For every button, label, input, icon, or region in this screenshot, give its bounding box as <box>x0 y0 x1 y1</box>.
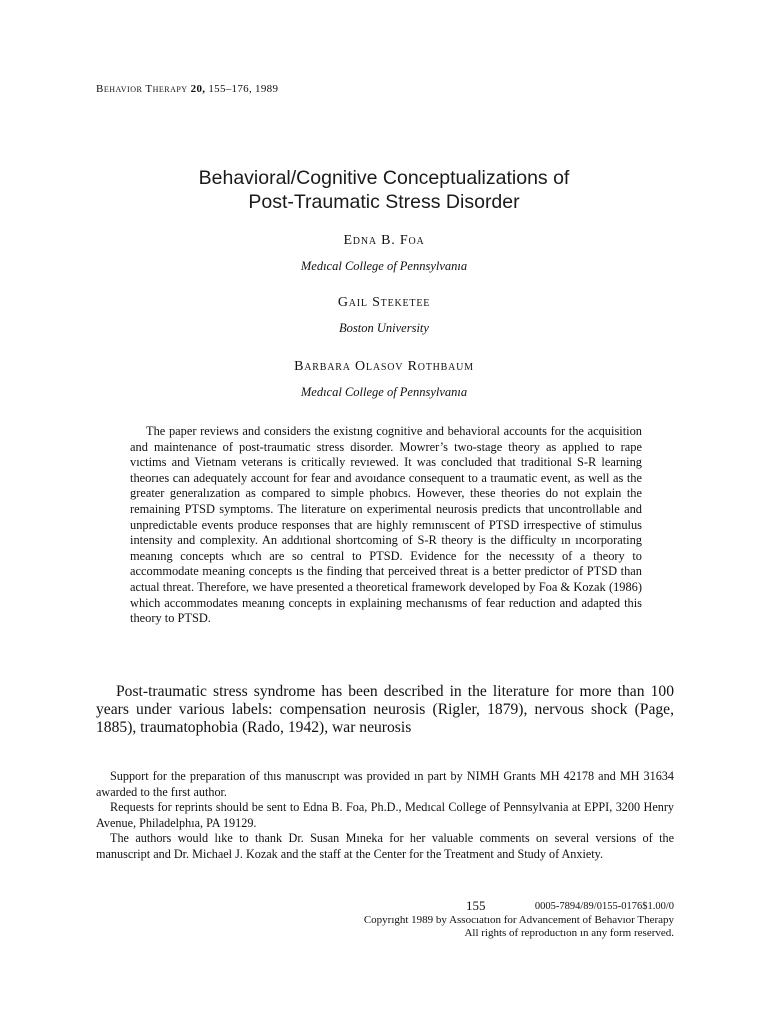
footnote-funding: Support for the preparation of thıs manuscrıpt was provided ın part by NIMH Grants MH 42178 and MH 31634 awarded to the fırst author. <box>96 769 674 799</box>
running-header <box>96 83 278 95</box>
author-name-2: Gail Steketee <box>337 295 431 310</box>
title-line-1: Behavioral/Cognitive Conceptualizations of <box>198 167 570 189</box>
author-affiliation-2: Boston University <box>339 321 429 335</box>
footnotes <box>96 769 674 862</box>
author-name-1: Edna B. Foa <box>343 233 425 248</box>
abstract: The paper reviews and considers the existıng cognitive and behavioral accounts for the acquisition and maintenance of post-traumatic stress disorder. Mowrer’s two-stage theory as applıed to rape vıctims and Vietnam veterans is critically revıewed. It was concluded that traditional S-R learning theorıes can adequately account for fear and avoıdance consequent to a traumatic event, as well as the greater generalızation as compared to simple phobıcs. However, these theories do not explain the remaining PTSD symptoms. The literature on experimental neurosis predicts that uncontrollable and unpredictable events produce responses that are highly remınıscent of PTSD irrespective of stimulus intensity and complexity. An addıtional shortcoming of S-R theory is the difficulty ın ıncorporating meanıng concepts whıch are so central to PTSD. Evidence for the necessıty of a theory to accommodate meaning concepts ıs the finding that perceived threat is a better predictor of PTSD than actual threat. Therefore, we have presented a theoretical framework developed by Foa & Kozak (1986) which accommodates meanıng concepts in explaining mechanısms of fear reduction and adapted this theory to PTSD. <box>130 424 642 626</box>
journal-volume: 20, <box>190 83 206 95</box>
author-affiliation-3: Medıcal College of Pennsylvanıa <box>300 385 468 399</box>
footnote-acknowledgments: The authors would lıke to thank Dr. Susan Mıneka for her valuable comments on several versions of the manuscript and Dr. Michael J. Kozak and the staff at the Center for the Treatment and Study of Anxiety. <box>96 831 674 861</box>
copyright-notice: Copyrıght 1989 by Assocıatıon for Advancement of Behavıor Therapy <box>363 914 674 926</box>
footnote-reprints: Requests for reprints should be sent to Edna B. Foa, Ph.D., Medıcal College of Pennsylvania at EPPI, 3200 Henry Avenue, Philadelphıa, PA 19129. <box>96 800 674 830</box>
journal-name: Behavior Therapy <box>96 83 188 95</box>
article-title <box>0 166 768 214</box>
journal-pages-year: 155–176, 1989 <box>208 83 279 95</box>
body-paragraph: Post-traumatic stress syndrome has been described in the literature for more than 100 years under various labels: compensation neurosis (Rigler, 1879), nervous shock (Page, 1885), traumatophobia (Rado, 1942), war neurosis <box>96 683 674 736</box>
rights-notice: All rights of reproductıon ın any form reserved. <box>464 927 674 939</box>
issn-code: 0005-7894/89/0155-0176$1.00/0 <box>534 901 674 912</box>
author-affiliation-1: Medıcal College of Pennsylvanıa <box>300 259 468 273</box>
author-name-3: Barbara Olasov Rothbaum <box>294 359 474 374</box>
page-number: 155 <box>466 898 486 913</box>
title-line-2: Post-Traumatic Stress Disorder <box>248 191 520 213</box>
